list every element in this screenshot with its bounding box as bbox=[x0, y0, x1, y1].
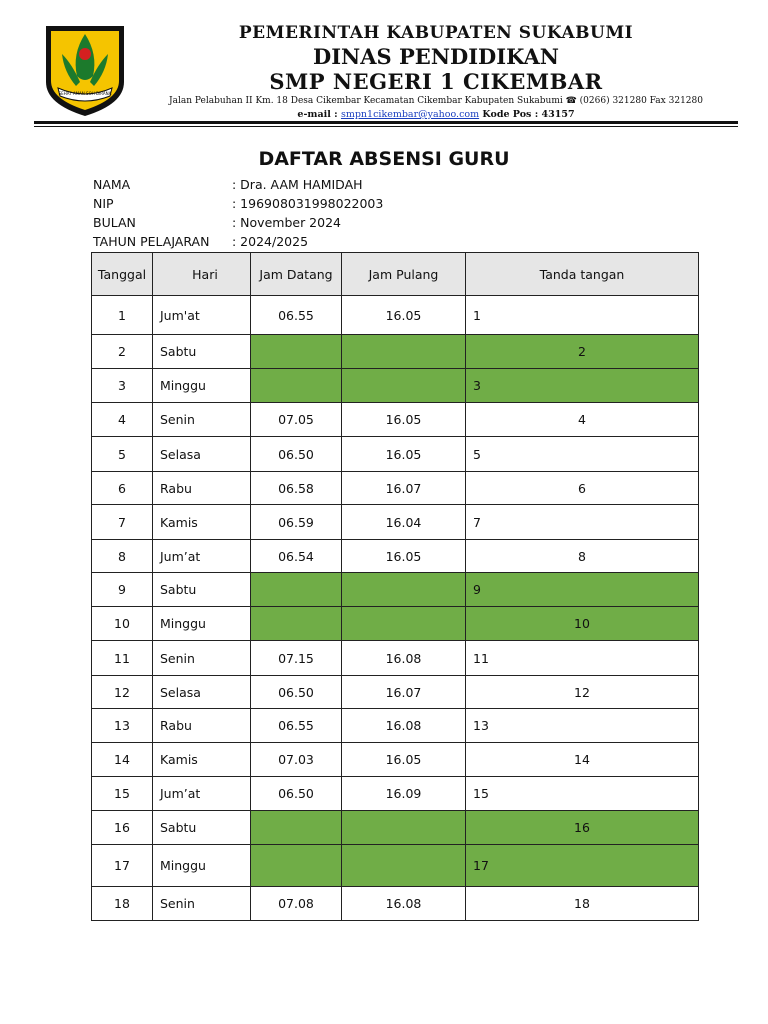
table-row bbox=[92, 437, 699, 472]
cell-jam-datang: 07.08 bbox=[251, 887, 342, 921]
cell-tanggal: 14 bbox=[92, 743, 153, 777]
cell-tanggal: 15 bbox=[92, 777, 153, 811]
header-jam-pulang: Jam Pulang bbox=[342, 253, 466, 296]
header-jam-datang: Jam Datang bbox=[251, 253, 342, 296]
cell-tanda-tangan: 10 bbox=[466, 607, 699, 641]
cell-tanda-tangan: 18 bbox=[466, 887, 699, 921]
cell-jam-pulang: 16.08 bbox=[342, 887, 466, 921]
table-row bbox=[92, 505, 699, 540]
letterhead bbox=[0, 0, 768, 130]
teacher-info bbox=[93, 175, 383, 251]
cell-tanda-tangan: 14 bbox=[466, 743, 699, 777]
kabupaten-sukabumi-crest-icon bbox=[42, 24, 128, 118]
cell-tanggal: 6 bbox=[92, 472, 153, 505]
government-name: PEMERINTAH KABUPATEN SUKABUMI bbox=[238, 23, 634, 43]
cell-tanggal: 18 bbox=[92, 887, 153, 921]
cell-tanggal: 17 bbox=[92, 845, 153, 887]
cell-jam-datang bbox=[251, 369, 342, 403]
cell-tanda-tangan: 1 bbox=[466, 296, 699, 335]
cell-tanggal: 7 bbox=[92, 505, 153, 540]
table-row bbox=[92, 743, 699, 777]
info-row-nama bbox=[93, 175, 383, 194]
cell-tanda-tangan: 5 bbox=[466, 437, 699, 472]
cell-jam-datang: 06.54 bbox=[251, 540, 342, 573]
info-label: TAHUN PELAJARAN bbox=[93, 234, 210, 249]
contact-line bbox=[136, 108, 736, 121]
table-row bbox=[92, 403, 699, 437]
table-row bbox=[92, 811, 699, 845]
email-link[interactable]: smpn1cikembar@yahoo.com bbox=[340, 109, 480, 120]
table-header-row bbox=[92, 253, 699, 296]
cell-tanggal: 5 bbox=[92, 437, 153, 472]
header-tanda-tangan: Tanda tangan bbox=[466, 253, 699, 296]
cell-jam-pulang bbox=[342, 845, 466, 887]
cell-tanda-tangan: 8 bbox=[466, 540, 699, 573]
info-row-bulan bbox=[93, 213, 383, 232]
document-title: DAFTAR ABSENSI GURU bbox=[258, 148, 510, 170]
cell-tanggal: 2 bbox=[92, 335, 153, 369]
cell-hari: Kamis bbox=[153, 505, 251, 540]
cell-jam-pulang: 16.08 bbox=[342, 709, 466, 743]
cell-jam-datang: 06.55 bbox=[251, 296, 342, 335]
cell-hari: Kamis bbox=[153, 743, 251, 777]
cell-hari: Selasa bbox=[153, 676, 251, 709]
school-name: SMP NEGERI 1 CIKEMBAR bbox=[269, 69, 603, 94]
info-value: : 196908031998022003 bbox=[232, 196, 384, 211]
cell-jam-datang: 07.15 bbox=[251, 641, 342, 676]
cell-tanggal: 1 bbox=[92, 296, 153, 335]
cell-tanda-tangan: 12 bbox=[466, 676, 699, 709]
cell-hari: Sabtu bbox=[153, 573, 251, 607]
cell-jam-datang: 07.05 bbox=[251, 403, 342, 437]
cell-tanda-tangan: 15 bbox=[466, 777, 699, 811]
info-label: BULAN bbox=[93, 215, 136, 230]
school-address: Jalan Pelabuhan II Km. 18 Desa Cikembar Kecamatan Cikembar Kabupaten Sukabumi ☎ (0266) 321280 Fax 321280 bbox=[169, 96, 703, 106]
cell-jam-pulang: 16.05 bbox=[342, 540, 466, 573]
department-name: DINAS PENDIDIKAN bbox=[313, 44, 559, 69]
table-row bbox=[92, 641, 699, 676]
cell-hari: Sabtu bbox=[153, 811, 251, 845]
letterhead-divider-thin bbox=[34, 126, 738, 127]
cell-hari: Senin bbox=[153, 403, 251, 437]
cell-tanggal: 10 bbox=[92, 607, 153, 641]
table-row bbox=[92, 335, 699, 369]
cell-jam-datang: 06.50 bbox=[251, 676, 342, 709]
cell-jam-datang: 06.59 bbox=[251, 505, 342, 540]
table-row bbox=[92, 676, 699, 709]
cell-tanda-tangan: 3 bbox=[466, 369, 699, 403]
cell-jam-pulang bbox=[342, 369, 466, 403]
letterhead-divider-thick bbox=[34, 121, 738, 124]
table-row bbox=[92, 369, 699, 403]
table-row bbox=[92, 573, 699, 607]
postal-code: Kode Pos : 43157 bbox=[479, 109, 575, 120]
cell-tanggal: 9 bbox=[92, 573, 153, 607]
cell-hari: Senin bbox=[153, 641, 251, 676]
info-value: : November 2024 bbox=[232, 215, 341, 230]
attendance-rows bbox=[92, 296, 699, 921]
header-tanggal: Tanggal bbox=[92, 253, 153, 296]
cell-jam-datang: 06.50 bbox=[251, 777, 342, 811]
info-row-tahun-pelajaran bbox=[93, 232, 383, 251]
cell-jam-datang bbox=[251, 811, 342, 845]
cell-hari: Jum'at bbox=[153, 296, 251, 335]
table-row bbox=[92, 887, 699, 921]
table-row bbox=[92, 540, 699, 573]
info-label: NAMA bbox=[93, 177, 131, 192]
cell-jam-pulang bbox=[342, 607, 466, 641]
cell-hari: Minggu bbox=[153, 369, 251, 403]
table-row bbox=[92, 709, 699, 743]
cell-hari: Sabtu bbox=[153, 335, 251, 369]
cell-jam-datang: 07.03 bbox=[251, 743, 342, 777]
cell-jam-pulang bbox=[342, 811, 466, 845]
info-value: : Dra. AAM HAMIDAH bbox=[232, 177, 363, 192]
cell-jam-datang bbox=[251, 573, 342, 607]
cell-jam-pulang: 16.08 bbox=[342, 641, 466, 676]
cell-jam-pulang: 16.05 bbox=[342, 437, 466, 472]
cell-tanda-tangan: 2 bbox=[466, 335, 699, 369]
cell-tanggal: 8 bbox=[92, 540, 153, 573]
cell-tanggal: 3 bbox=[92, 369, 153, 403]
cell-hari: Rabu bbox=[153, 709, 251, 743]
cell-jam-pulang bbox=[342, 335, 466, 369]
header-hari: Hari bbox=[153, 253, 251, 296]
cell-tanda-tangan: 16 bbox=[466, 811, 699, 845]
cell-tanggal: 13 bbox=[92, 709, 153, 743]
cell-hari: Selasa bbox=[153, 437, 251, 472]
crest-motto: SEHAT AMAN SOH DIRANA bbox=[58, 91, 112, 96]
table-row bbox=[92, 845, 699, 887]
cell-tanggal: 12 bbox=[92, 676, 153, 709]
attendance-table bbox=[91, 252, 699, 921]
cell-jam-datang bbox=[251, 335, 342, 369]
cell-tanda-tangan: 17 bbox=[466, 845, 699, 887]
cell-jam-pulang: 16.05 bbox=[342, 403, 466, 437]
cell-tanda-tangan: 11 bbox=[466, 641, 699, 676]
info-row-nip bbox=[93, 194, 383, 213]
table-row bbox=[92, 777, 699, 811]
cell-jam-datang: 06.50 bbox=[251, 437, 342, 472]
cell-hari: Senin bbox=[153, 887, 251, 921]
cell-tanda-tangan: 7 bbox=[466, 505, 699, 540]
cell-hari: Minggu bbox=[153, 845, 251, 887]
cell-tanda-tangan: 13 bbox=[466, 709, 699, 743]
table-row bbox=[92, 607, 699, 641]
cell-hari: Minggu bbox=[153, 607, 251, 641]
table-row bbox=[92, 296, 699, 335]
email-label: e-mail : bbox=[297, 109, 341, 120]
cell-hari: Jum’at bbox=[153, 540, 251, 573]
cell-jam-pulang: 16.07 bbox=[342, 676, 466, 709]
cell-jam-pulang bbox=[342, 573, 466, 607]
cell-hari: Rabu bbox=[153, 472, 251, 505]
cell-hari: Jum’at bbox=[153, 777, 251, 811]
cell-jam-datang: 06.55 bbox=[251, 709, 342, 743]
cell-jam-datang: 06.58 bbox=[251, 472, 342, 505]
cell-tanda-tangan: 9 bbox=[466, 573, 699, 607]
info-label: NIP bbox=[93, 196, 114, 211]
table-row bbox=[92, 472, 699, 505]
cell-tanda-tangan: 4 bbox=[466, 403, 699, 437]
cell-jam-datang bbox=[251, 845, 342, 887]
cell-tanggal: 16 bbox=[92, 811, 153, 845]
info-value: : 2024/2025 bbox=[232, 234, 309, 249]
cell-jam-pulang: 16.09 bbox=[342, 777, 466, 811]
cell-tanggal: 4 bbox=[92, 403, 153, 437]
cell-jam-pulang: 16.05 bbox=[342, 296, 466, 335]
cell-jam-datang bbox=[251, 607, 342, 641]
cell-jam-pulang: 16.05 bbox=[342, 743, 466, 777]
cell-jam-pulang: 16.07 bbox=[342, 472, 466, 505]
cell-jam-pulang: 16.04 bbox=[342, 505, 466, 540]
cell-tanda-tangan: 6 bbox=[466, 472, 699, 505]
cell-tanggal: 11 bbox=[92, 641, 153, 676]
